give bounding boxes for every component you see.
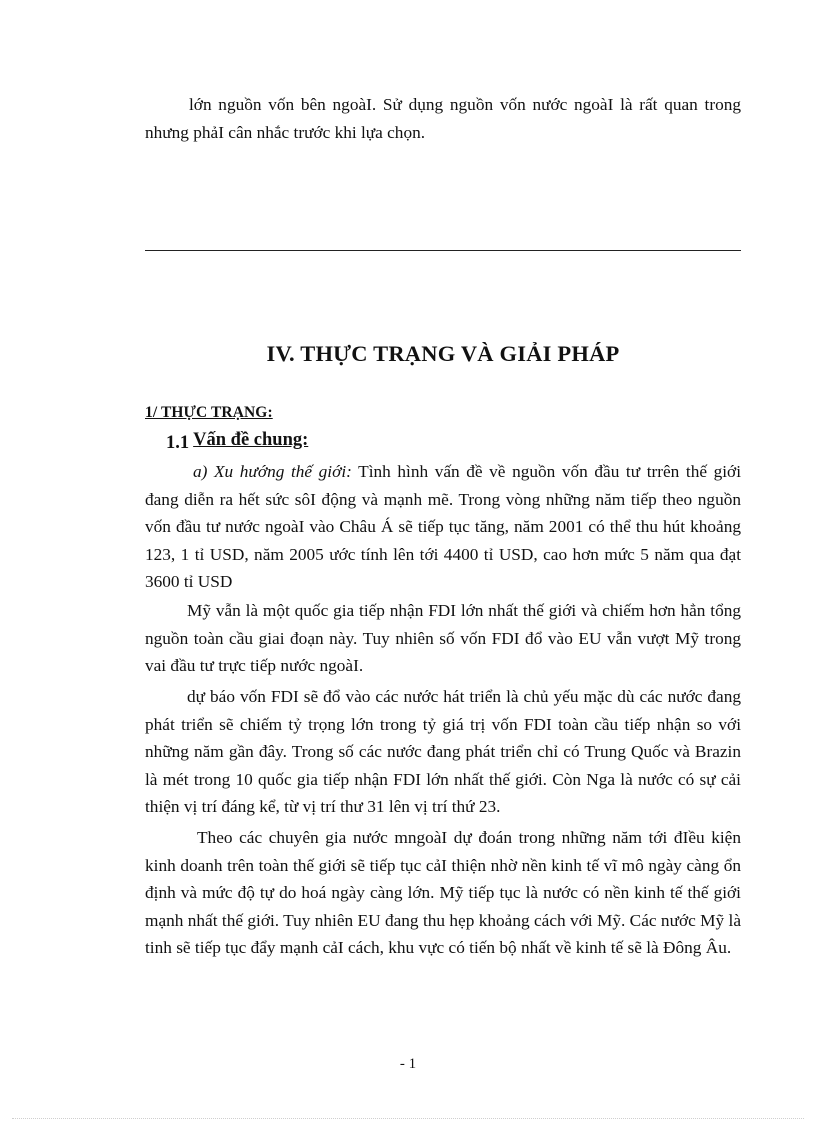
- paragraph-usa-fdi: Mỹ vẫn là một quốc gia tiếp nhận FDI lớn nhất thế giới và chiếm hơn hẳn tổng nguồn toàn cầu giai đoạn này. Tuy nhiên số vốn FDI đổ vào EU vẫn vượt Mỹ trong vai đầu tư trực tiếp nước ngoàI.: [145, 601, 741, 676]
- page-bottom-border: [12, 1118, 804, 1119]
- horizontal-divider: [145, 250, 741, 251]
- paragraph-fdi-forecast: dự báo vốn FDI sẽ đổ vào các nước hát triển là chủ yếu mặc dù các nước đang phát triển sẽ chiếm tỷ trọng lớn trong tỷ giá trị vốn FDI toàn cầu tiếp nhận so với những năm gần đây. Trong số các nước đang phát triển chỉ có Trung Quốc và Brazin là mét trong 10 quốc gia tiếp nhận FDI lớn nhất thế giới. Còn Nga là nước có sự cải thiện vị trí đáng kể, từ vị trí thư 31 lên vị trí thứ 23.: [145, 687, 741, 817]
- intro-paragraph: lớn nguồn vốn bên ngoàI. Sử dụng nguồn vốn nước ngoàI là rất quan trong nhưng phảI cân nhắc trước khi lựa chọn.: [145, 95, 741, 142]
- subsection-heading: [166, 430, 326, 451]
- paragraph-body: Tình hình vấn đề về nguồn vốn đầu tư trrên thế giới đang diễn ra hết sức sôI động và mạnh mẽ. Trong vòng những năm tiếp theo nguồn vốn đầu tư nước ngoàI vào Châu Á sẽ tiếp tục tăng, năm 2001 có thể thu hút khoảng 123, 1 tỉ USD, năm 2005 ước tính lên tới 4400 tỉ USD, cao hơn mức 5 năm qua đạt 3600 tỉ USD: [145, 462, 741, 592]
- subsection-title: Vấn đề chung:: [193, 430, 309, 450]
- page-number: - 1: [399, 1056, 417, 1072]
- section-heading: 1/ THỰC TRẠNG:: [145, 404, 273, 421]
- paragraph-expert-forecast: Theo các chuyên gia nước mngoàI dự đoán trong những năm tới đIều kiện kinh doanh trên toàn thế giới sẽ tiếp tục cảI thiện nhờ nền kinh tế vĩ mô ngày càng ổn định và mức độ tự do hoá ngày càng lớn. Mỹ tiếp tục là nước có nền kinh tế thế giới mạnh nhất thế giới. Tuy nhiên EU đang thu hẹp khoảng cách với Mỹ. Các nước Mỹ là tinh sẽ tiếp tục đẩy mạnh cảI cách, khu vực có tiến bộ nhất về kinh tế sẽ là Đông Âu.: [145, 828, 741, 958]
- subsection-number: 1.1: [166, 433, 190, 453]
- paragraph-lead-italic: a) Xu hướng thế giới:: [193, 462, 352, 481]
- chapter-title: IV. THỰC TRẠNG VÀ GIẢI PHÁP: [266, 341, 620, 366]
- paragraph-world-trend: [145, 458, 741, 596]
